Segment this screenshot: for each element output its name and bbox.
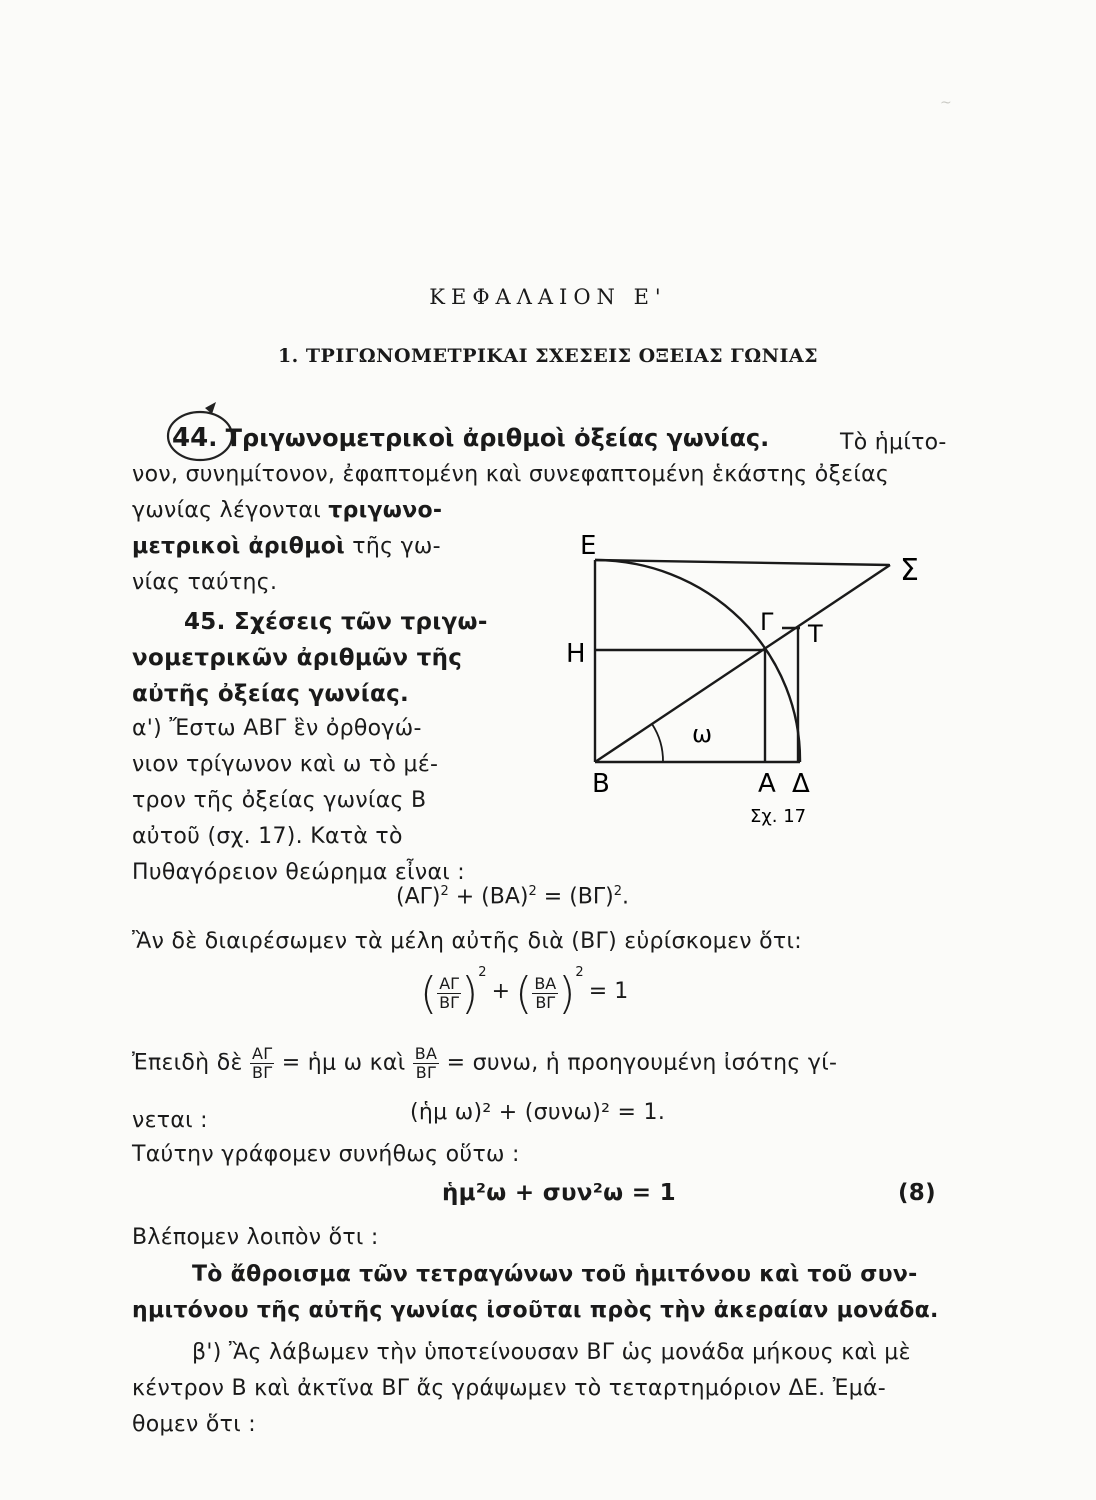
- paragraph-b-line-1: β') Ἂς λάβωμεν τὴν ὑποτείνουσαν ΒΓ ὡς μονάδα μήκους καὶ μὲ: [192, 1340, 911, 1365]
- text-becomes-label: νεται :: [132, 1108, 208, 1133]
- p44-line4b: τῆς γω-: [345, 534, 441, 559]
- figure-caption: Σχ. 17: [750, 806, 807, 827]
- label-S: Σ: [900, 553, 919, 588]
- paragraph-b-line-3: θομεν ὅτι :: [132, 1412, 256, 1437]
- text-see: Βλέπομεν λοιπὸν ὅτι :: [132, 1225, 379, 1250]
- angle-omega-arc: [652, 724, 663, 762]
- main-identity: ἡμ²ω + συν²ω = 1: [442, 1180, 676, 1206]
- p45-heading-2: νομετρικῶν ἀριθμῶν τῆς: [132, 645, 463, 671]
- equation-pythagoras: $(A\Gamma)^2 + (BA)^2 = (B\Gamma)^2$.: [396, 884, 629, 910]
- theorem-line-2: ημιτόνου τῆς αὐτῆς γωνίας ἰσοῦται πρὸς τὴν ἀκεραίαν μονάδα.: [132, 1298, 939, 1323]
- text-write: Ταύτην γράφομεν συνήθως οὕτω :: [132, 1142, 520, 1167]
- label-A: Α: [758, 769, 776, 799]
- figure-17: [560, 530, 950, 850]
- p45-a1: α') Ἔστω ΑΒΓ ἓν ὀρθογώ-: [132, 716, 422, 741]
- label-T: Τ: [808, 620, 823, 648]
- p44-line5: νίας ταύτης.: [132, 570, 278, 595]
- p44-line1-rest: Τὸ ἡμίτο-: [840, 430, 947, 455]
- paragraph-44-heading: . Τριγωνομετρικοὶ ἀριθμοὶ ὀξείας γωνίας.: [208, 424, 770, 452]
- bleed-through-text: ~: [940, 95, 952, 111]
- p44-line4a: μετρικοὶ ἀριθμοὶ: [132, 534, 345, 559]
- p45-a5: Πυθαγόρειον θεώρημα εἶναι :: [132, 860, 466, 885]
- paragraph-b-line-2: κέντρον Β καὶ ἀκτῖνα ΒΓ ἄς γράψωμεν τὸ τεταρτημόριον ΔΕ. Ἐμά-: [132, 1376, 887, 1401]
- paragraph-number-44: 44: [172, 423, 209, 453]
- section-title: 1. ΤΡΙΓΩΝΟΜΕΤΡΙΚΑΙ ΣΧΕΣΕΙΣ ΟΞΕΙΑΣ ΓΩΝΙΑΣ: [277, 345, 819, 367]
- theorem-line-1: Τὸ ἄθροισμα τῶν τετραγώνων τοῦ ἡμιτόνου καὶ τοῦ συν-: [192, 1262, 918, 1287]
- label-omega: ω: [692, 720, 713, 748]
- p45-a4: αὐτοῦ (σχ. 17). Κατὰ τὸ: [132, 824, 403, 849]
- label-G: Γ: [760, 608, 774, 636]
- text-since: Ἐπειδὴ δὲ $\frac{A\Gamma}{B\Gamma}$ = ἡμ ω καὶ $\frac{BA}{B\Gamma}$ = συνω, ἡ προηγουμένη ἰσότης γί-: [132, 1044, 838, 1082]
- p44-line2: νον, συνημίτονον, ἐφαπτομένη καὶ συνεφαπτομένη ἑκάστης ὀξείας: [132, 462, 890, 487]
- p45-a2: νιον τρίγωνον καὶ ω τὸ μέ-: [132, 752, 439, 777]
- equation-fractions: ( $\frac{A\Gamma}{B\Gamma}$ )$^2$ + ( $\frac{BA}{B\Gamma}$ )$^2$ = 1: [420, 965, 629, 1019]
- label-D: Δ: [792, 769, 810, 799]
- line-BS: [595, 565, 890, 762]
- p45-heading-1: 45. Σχέσεις τῶν τριγω-: [184, 609, 488, 635]
- p44-line3b: τριγωνο-: [328, 498, 443, 523]
- label-B: Β: [592, 769, 610, 799]
- label-H: Η: [566, 639, 586, 669]
- p44-line3a: γωνίας λέγονται: [132, 498, 329, 523]
- chapter-title: ΚΕΦΑΛΑΙΟΝ Ε': [429, 285, 667, 309]
- text-divide: Ἂν δὲ διαιρέσωμεν τὰ μέλη αὐτῆς διὰ (ΒΓ) εὑρίσκομεν ὅτι:: [132, 929, 802, 954]
- p45-heading-3: αὐτῆς ὀξείας γωνίας.: [132, 681, 410, 707]
- equation-number: (8): [898, 1180, 936, 1206]
- label-E: Ε: [580, 531, 597, 561]
- equation-sin-cos-paren: (ἡμ ω)² + (συνω)² = 1.: [410, 1100, 666, 1125]
- p45-a3: τρον τῆς ὀξείας γωνίας Β: [132, 788, 427, 813]
